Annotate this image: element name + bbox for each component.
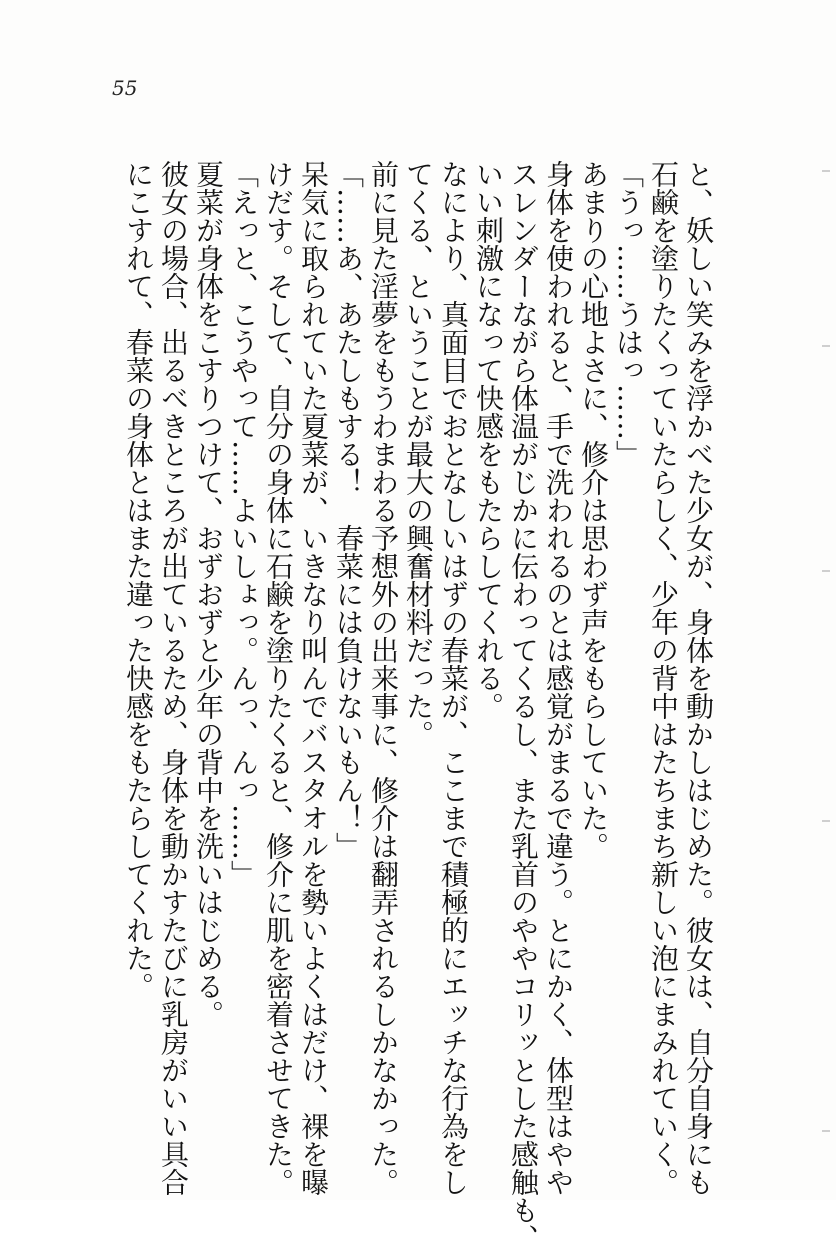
text-line: 前に見た淫夢をもうわまわる予想外の出来事に、修介は翻弄されるしかなかった。: [367, 160, 400, 1196]
page-edge-mark: [822, 345, 830, 347]
text-line: 「えっと、こうやって……よいしょっ。んっ、んっ……」: [227, 160, 260, 888]
text-line: 呆気に取られていた夏菜が、いきなり叫んでバスタオルを勢いよくはだけ、裸を曝: [297, 160, 330, 1196]
text-line: いい刺激になって快感をもたらしてくれる。: [472, 160, 505, 720]
text-line: にこすれて、春菜の身体とはまた違った快感をもたらしてくれた。: [122, 160, 155, 1000]
body-text: [121, 160, 716, 1252]
text-line: あまりの心地よさに、修介は思わず声をもらしていた。: [577, 160, 610, 860]
text-line: 夏菜が身体をこすりつけて、おずおずと少年の背中を洗いはじめる。: [192, 160, 225, 1028]
page-edge-mark: [822, 820, 830, 822]
text-line: 彼女の場合、出るべきところが出ているため、身体を動かすたびに乳房がいい具合: [157, 160, 190, 1196]
text-line: 石鹸を塗りたくっていたらしく、少年の背中はたちまち新しい泡にまみれていく。: [647, 160, 680, 1196]
text-line: 「うっ……うはっ……」: [612, 160, 645, 468]
text-line: なにより、真面目でおとなしいはずの春菜が、ここまで積極的にエッチな行為をし: [437, 160, 470, 1196]
page-edge-mark: [822, 170, 830, 172]
text-line: スレンダーながら体温がじかに伝わってくるし、また乳首のややコリッとした感触も、: [507, 160, 540, 1252]
page-number: 55: [112, 76, 138, 100]
text-line: 身体を使われると、手で洗われるのとは感覚がまるで違う。とにかく、体型はやや: [542, 160, 575, 1196]
text-line: てくる、ということが最大の興奮材料だった。: [402, 160, 435, 748]
text-line: と、妖しい笑みを浮かべた少女が、身体を動かしはじめた。彼女は、自分自身にも: [682, 160, 715, 1196]
text-line: けだす。そして、自分の身体に石鹸を塗りたくると、修介に肌を密着させてきた。: [262, 160, 295, 1196]
text-line: 「……あ、あたしもする！ 春菜には負けないもん！」: [332, 160, 365, 860]
page-edge-mark: [822, 570, 830, 572]
page-edge-mark: [822, 1130, 830, 1132]
